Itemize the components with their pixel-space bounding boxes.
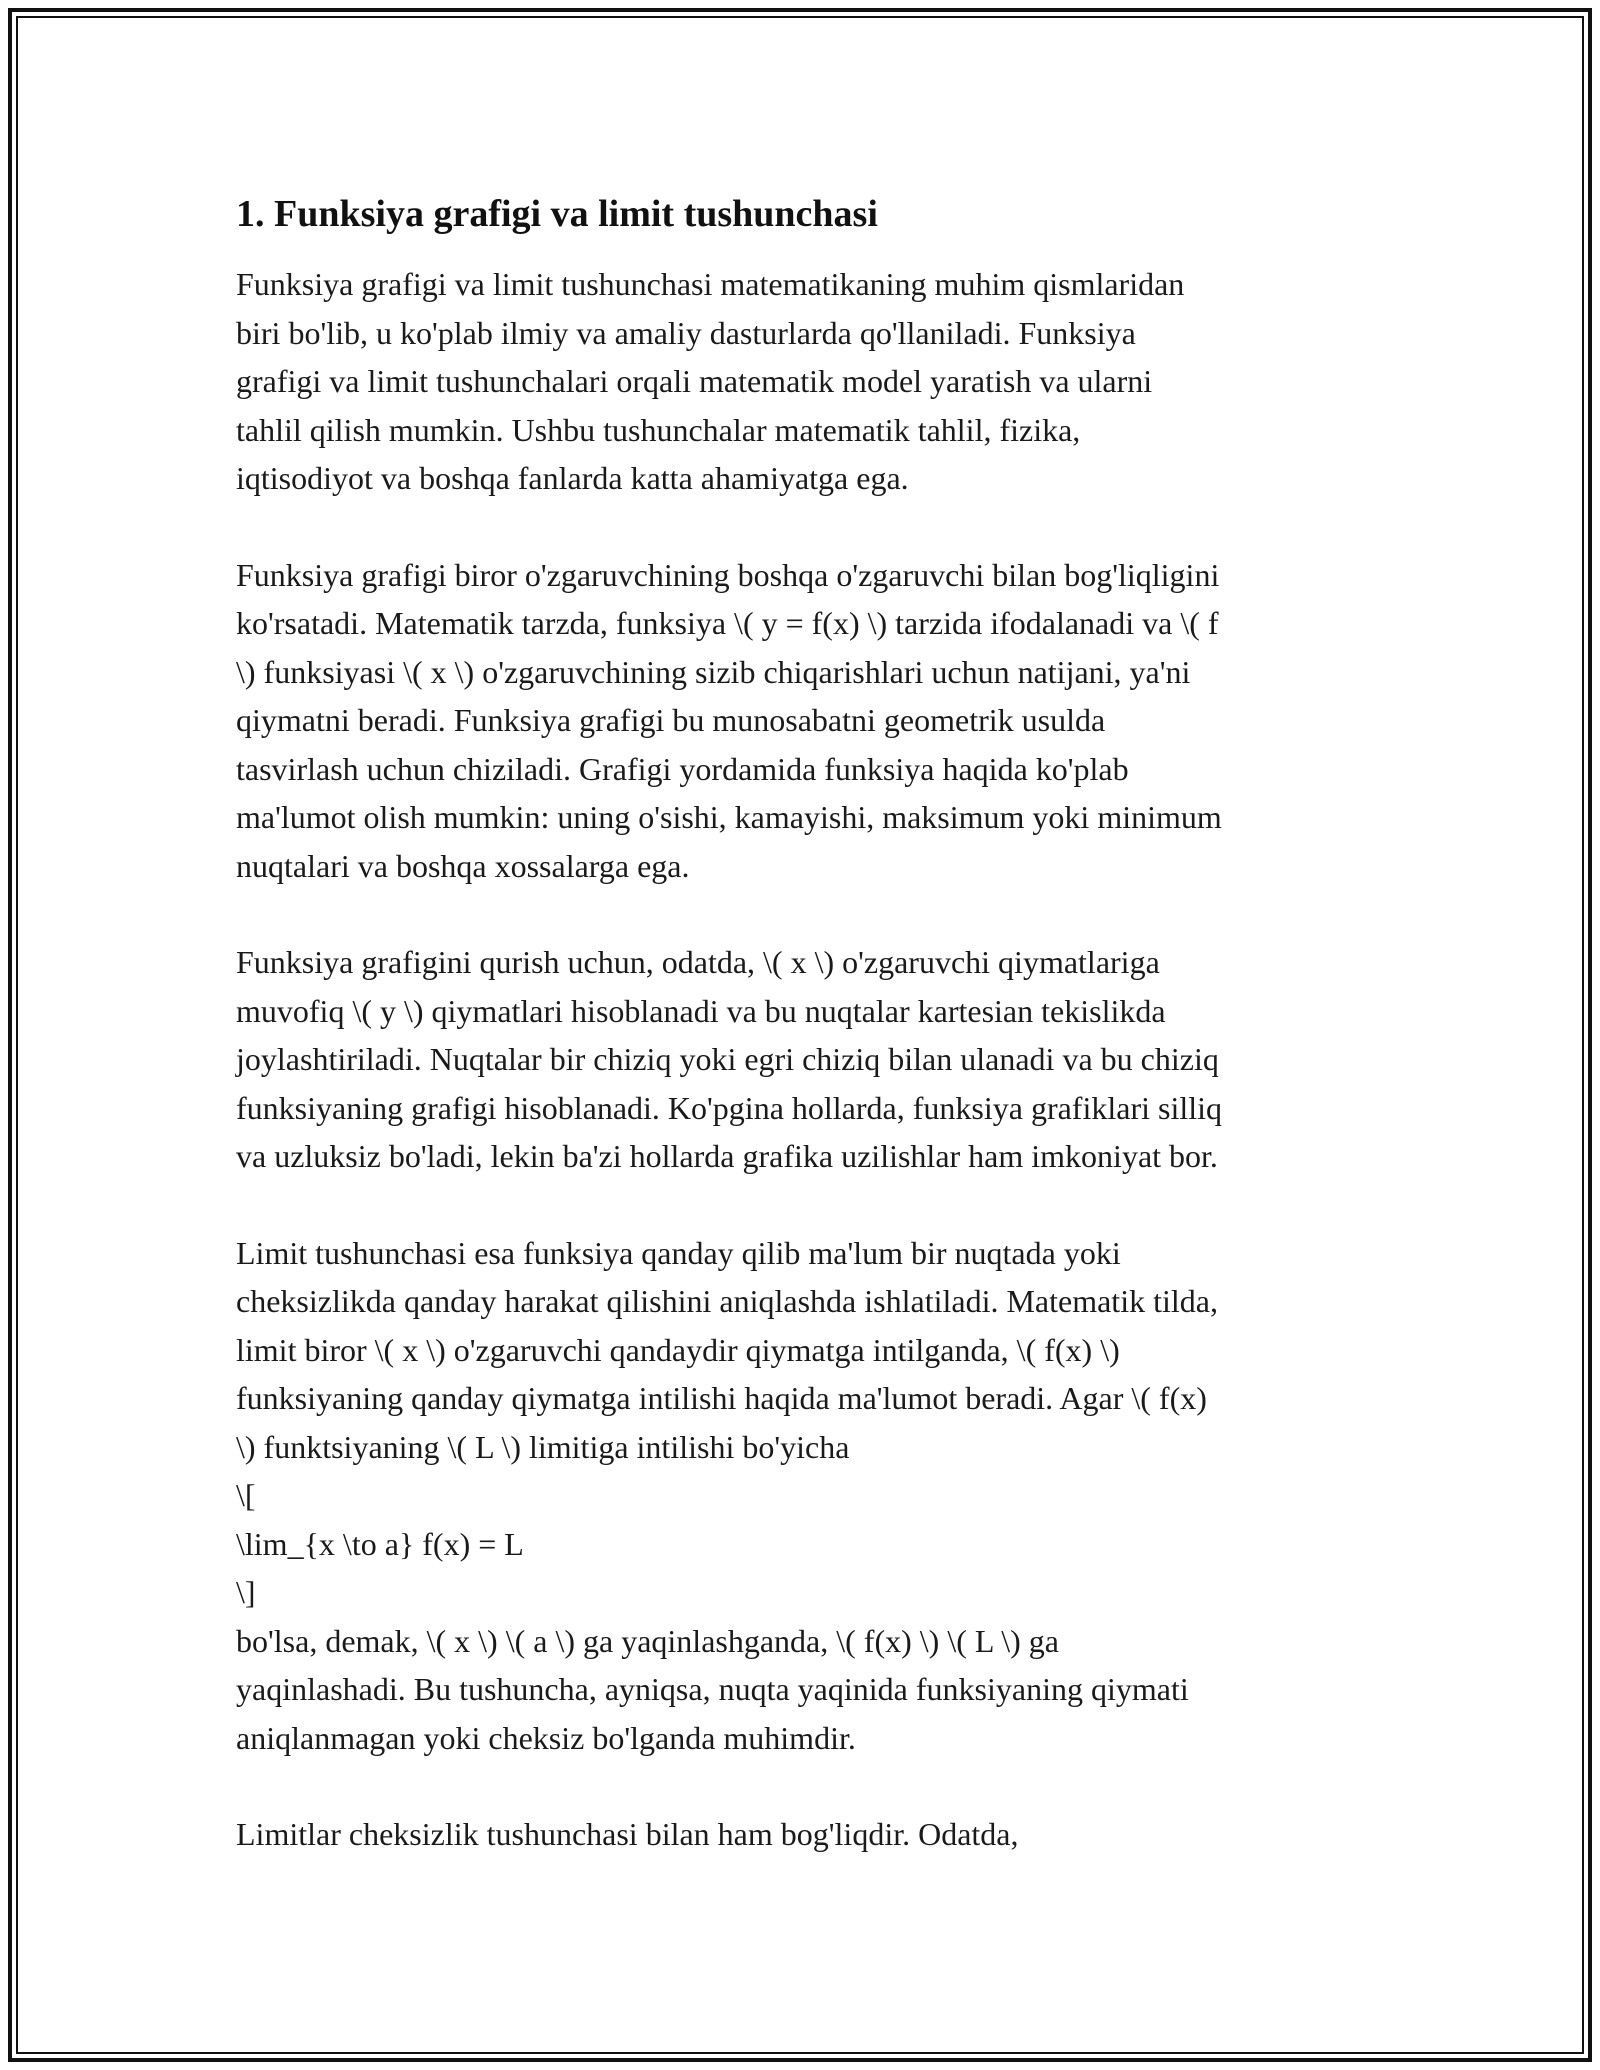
document-body [236, 188, 1386, 1907]
section-heading: 1. Funksiya grafigi va limit tushunchasi [236, 193, 878, 235]
paragraph-graph-construction: Funksiya grafigini qurish uchun, odatda, \( x \) o'zgaruvchi qiymatlariga muvofiq \( y \) qiymatlari hisoblanadi va bu nuqtalar kartesian tekislikda joylashtiriladi. Nuqtalar bir chiziq yoki egri chiziq bilan ulanadi va bu chiziq funksiyaning grafigi hisoblanadi. Ko'pgina hollarda, funksiya grafiklari silliq va uzluksiz bo'ladi, lekin ba'zi hollarda grafika uzilishlar ham imkoniyat bor. [236, 944, 1222, 1174]
paragraph-limit-concept: Limit tushunchasi esa funksiya qanday qilib ma'lum bir nuqtada yoki cheksizlikda qanday harakat qilishini aniqlashda ishlatiladi. Matematik tilda, limit biror \( x \) o'zgaruvchi qandaydir qiymatga intilganda, \( f(x) \) funksiyaning qanday qiymatga intilishi haqida ma'lumot beradi. Agar \( f(x) \) funktsiyaning \( L \) limitiga intilishi bo'yicha \[ \lim_{x \to a} f(x) = L \] bo'lsa, demak, \( x \) \( a \) ga yaqinlashganda, \( f(x) \) \( L \) ga yaqinlashadi. Bu tushuncha, ayniqsa, nuqta yaqinida funksiyaning qiymati aniqlanmagan yoki cheksiz bo'lganda muhimdir. [236, 1234, 1218, 1756]
paragraph-function-graph: Funksiya grafigi biror o'zgaruvchining boshqa o'zgaruvchi bilan bog'liqligini ko'rsatadi. Matematik tarzda, funksiya \( y = f(x) \) tarzida ifodalanadi va \( f \) funksiyasi \( x \) o'zgaruvchining sizib chiqarishlari uchun natijani, ya'ni qiymatni beradi. Funksiya grafigi bu munosabatni geometrik usulda tasvirlash uchun chiziladi. Grafigi yordamida funksiya haqida ko'plab ma'lumot olish mumkin: uning o'sishi, kamayishi, maksimum yoki minimum nuqtalari va boshqa xossalarga ega. [236, 556, 1222, 884]
paragraph-intro: Funksiya grafigi va limit tushunchasi matematikaning muhim qismlaridan biri bo'lib, u ko'plab ilmiy va amaliy dasturlarda qo'llaniladi. Funksiya grafigi va limit tushunchalari orqali matematik model yaratish va ularni tahlil qilish mumkin. Ushbu tushunchalar matematik tahlil, fizika, iqtisodiyot va boshqa fanlarda katta ahamiyatga ega. [236, 266, 1185, 496]
paragraph-limits-infinity: Limitlar cheksizlik tushunchasi bilan ham bog'liqdir. Odatda, [236, 1816, 1019, 1852]
